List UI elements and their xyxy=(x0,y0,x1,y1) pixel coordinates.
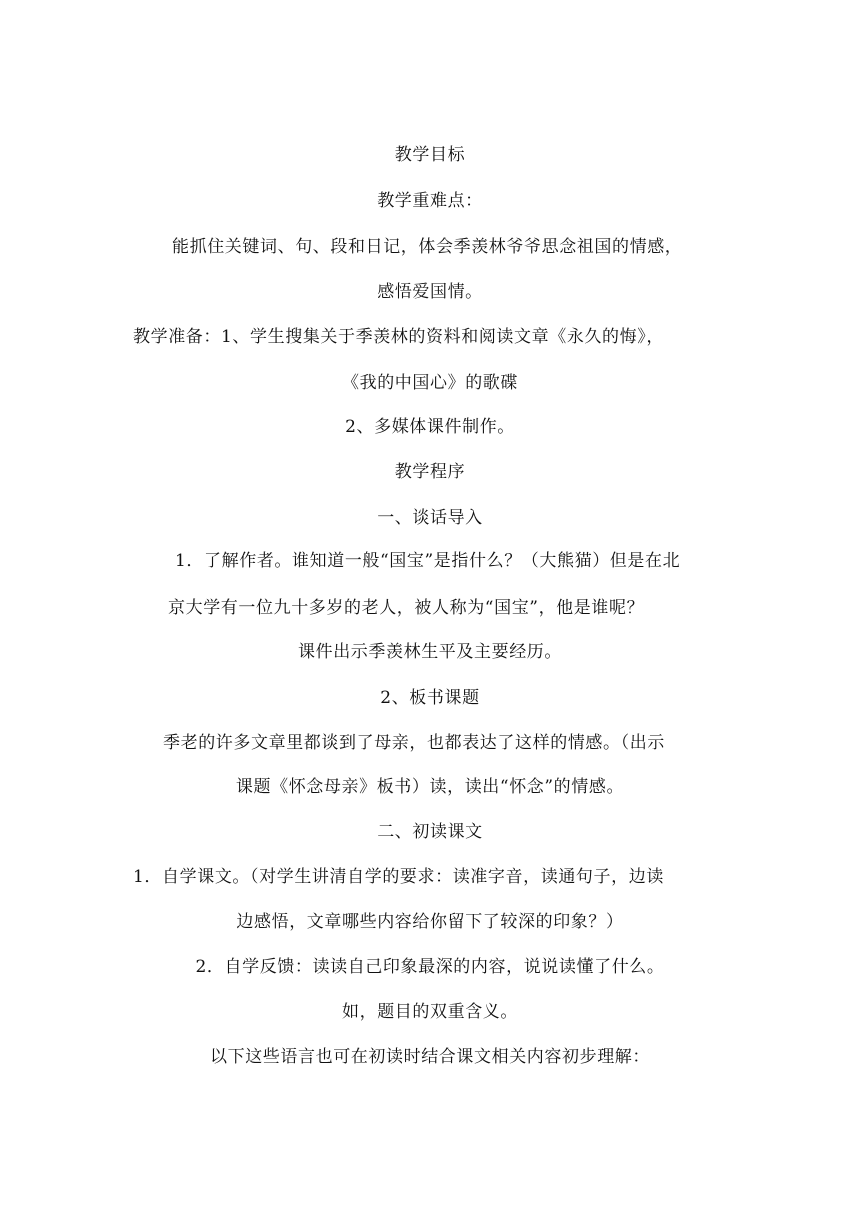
heading-key-difficulties: 教学重难点： xyxy=(377,191,483,211)
text-line: 《我的中国心》的歌碟 xyxy=(342,373,518,393)
text-line: 如，题目的双重含义。 xyxy=(342,1002,518,1022)
text-line: 季老的许多文章里都谈到了母亲，也都表达了这样的情感。（出示 xyxy=(163,733,665,753)
text-line: 课题《怀念母亲》板书）读，读出“怀念”的情感。 xyxy=(235,777,625,797)
text-line: 1．自学课文。（对学生讲清自学的要求：读准字音，读通句子，边读 xyxy=(133,867,664,887)
heading-preparation: 教学准备：1、学生搜集关于季羡林的资料和阅读文章《永久的悔》， xyxy=(133,327,664,347)
section-heading: 一、谈话导入 xyxy=(377,508,483,528)
text-line: 京大学有一位九十多岁的老人，被人称为“国宝”，他是谁呢？ xyxy=(168,598,645,618)
heading-teaching-goals: 教学目标 xyxy=(394,145,466,165)
section-heading: 二、初读课文 xyxy=(377,822,483,842)
text-line: 能抓住关键词、句、段和日记，体会季羡林爷爷思念祖国的情感， xyxy=(172,237,683,257)
text-line: 课件出示季羡林生平及主要经历。 xyxy=(298,642,562,662)
section-subheading: 2、板书课题 xyxy=(380,688,480,708)
text-line: 边感悟，文章哪些内容给你留下了较深的印象？） xyxy=(236,912,624,932)
text-line: 2．自学反馈：读读自己印象最深的内容，说说读懂了什么。 xyxy=(195,957,665,977)
text-line: 2、多媒体课件制作。 xyxy=(345,417,515,437)
text-line: 1．了解作者。谁知道一般“国宝”是指什么？（大熊猫）但是在北 xyxy=(175,551,681,571)
heading-procedure: 教学程序 xyxy=(394,462,466,482)
text-line: 感悟爱国情。 xyxy=(377,282,483,302)
text-line: 以下这些语言也可在初读时结合课文相关内容初步理解： xyxy=(210,1047,650,1067)
